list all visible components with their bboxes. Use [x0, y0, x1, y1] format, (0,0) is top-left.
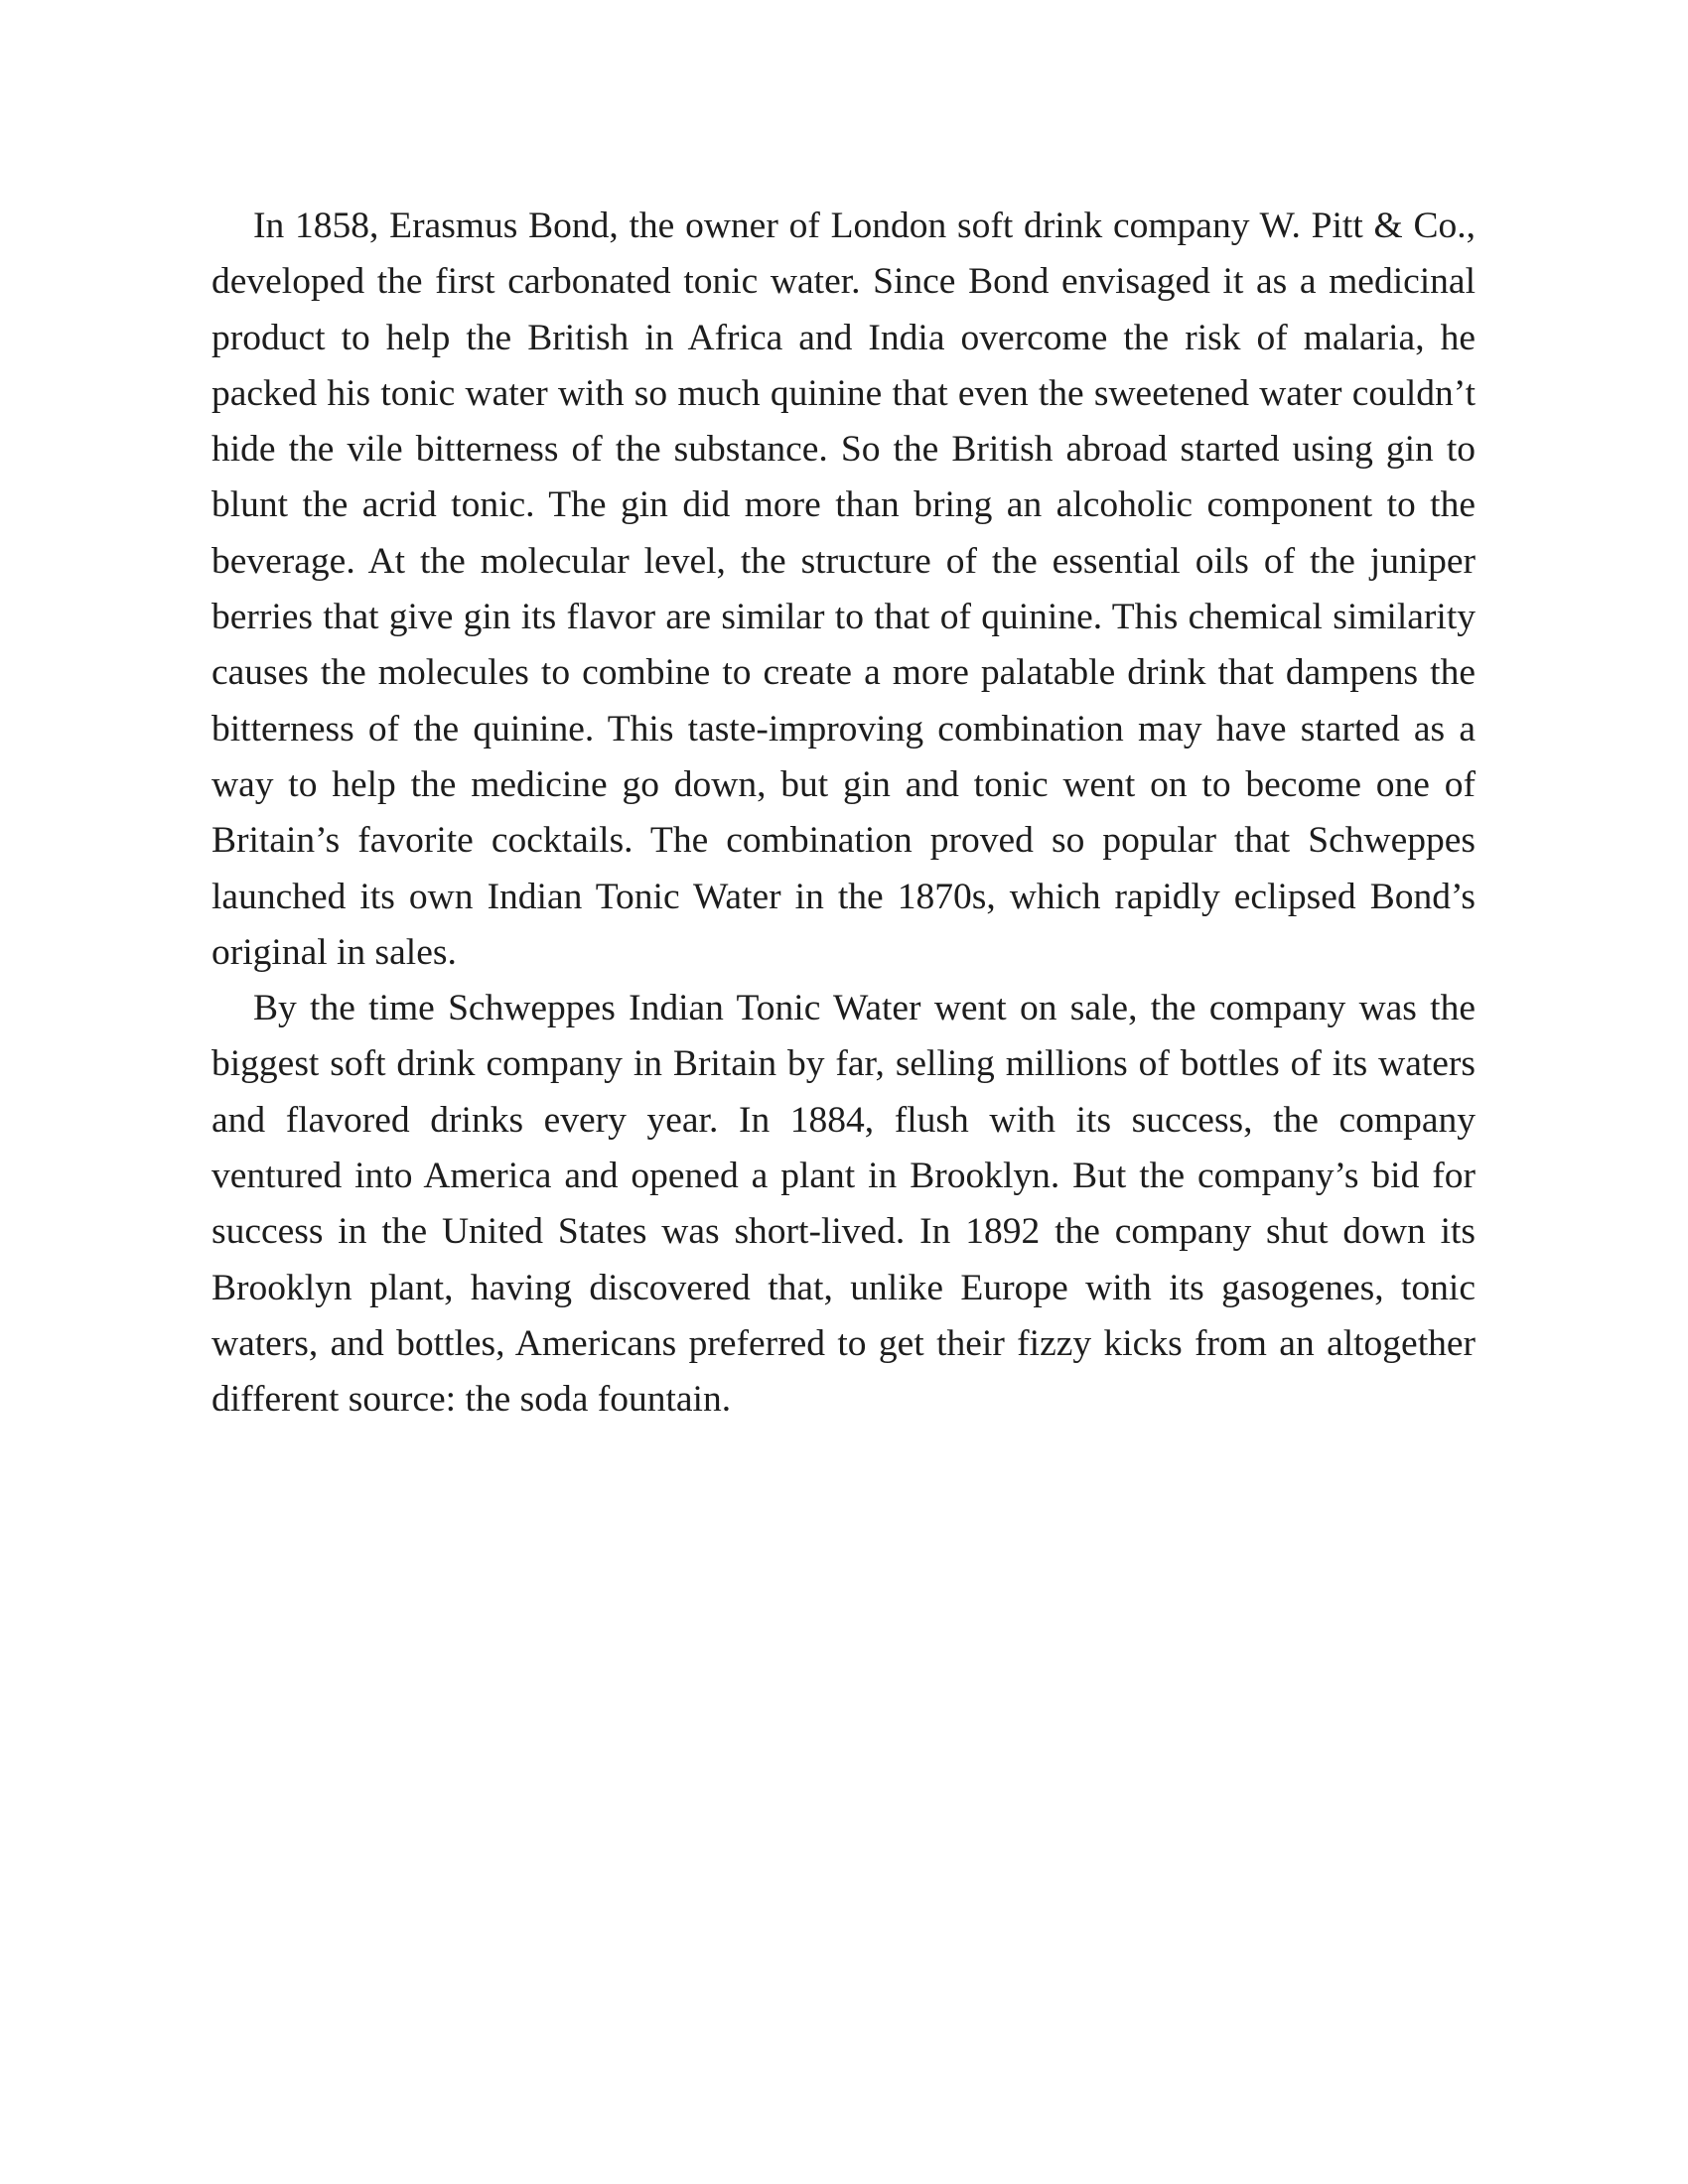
paragraph-1: In 1858, Erasmus Bond, the owner of London soft drink company W. Pitt & Co., developed the first carbonated tonic water. Since Bond envisaged it as a medicinal product to help the British in Africa and India overcome the risk of malaria, he packed his tonic water with so much quinine that even the sweetened water couldn’t hide the vile bitterness of the substance. So the British abroad started using gin to blunt the acrid tonic. The gin did more than bring an alcoholic component to the beverage. At the molecular level, the structure of the essential oils of the juniper berries that give gin its flavor are similar to that of quinine. This chemical similarity causes the molecules to combine to create a more palatable drink that dampens the bitterness of the quinine. This taste-improving combination may have started as a way to help the medicine go down, but gin and tonic went on to become one of Britain’s favorite cocktails. The combination proved so popular that Schweppes launched its own Indian Tonic Water in the 1870s, which rapidly eclipsed Bond’s original in sales. — [211, 205, 1476, 973]
paragraph-2: By the time Schweppes Indian Tonic Water went on sale, the company was the biggest soft drink company in Britain by far, selling millions of bottles of its waters and flavored drinks every year. In 1884, flush with its success, the company ventured into America and opened a plant in Brooklyn. But the company’s bid for success in the United States was short-lived. In 1892 the company shut down its Brooklyn plant, having discovered that, unlike Europe with its gasogenes, tonic waters, and bottles, Americans preferred to get their fizzy kicks from an altogether different source: the soda fountain. — [211, 988, 1476, 1421]
body-text — [211, 199, 1476, 1429]
